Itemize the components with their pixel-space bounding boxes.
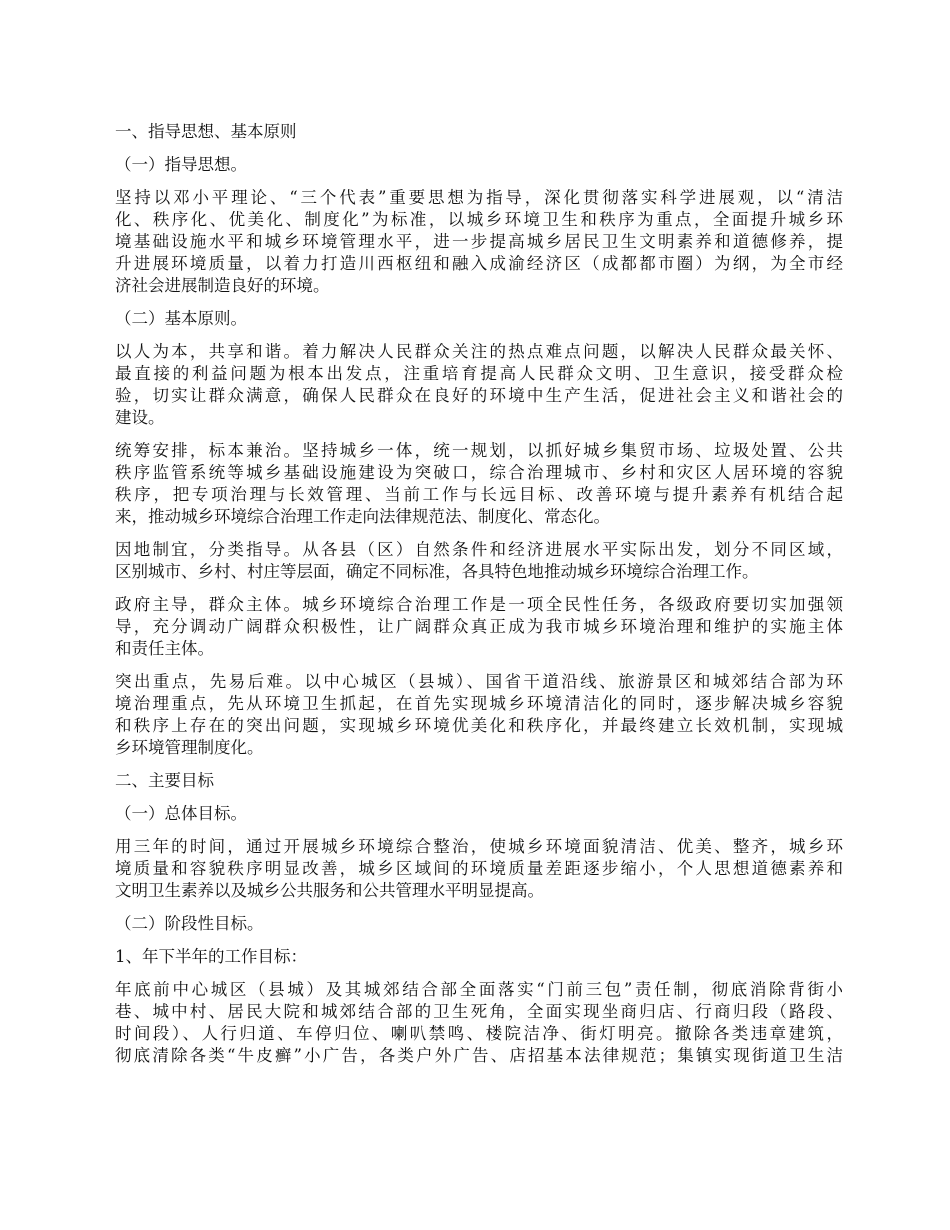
text-line: 境治理重点，先从环境卫生抓起，在首先实现城乡环境清洁化的同时，逐步解决城乡容貌 — [115, 694, 843, 713]
text-line: 济社会进展制造良好的环境。 — [115, 276, 330, 295]
text-line: 境质量和容貌秩序明显改善，城乡区域间的环境质量差距逐步缩小，个人思想道德素养和 — [115, 859, 843, 878]
paragraph — [115, 803, 843, 825]
text-line: 区别城市、乡村、村庄等层面，确定不同标准，各具特色地推动城乡环境综合治理工作。 — [115, 562, 759, 581]
text-line: 和秩序上存在的突出问题，实现城乡环境优美化和秩序化，并最终建立长效机制，实现城 — [115, 716, 843, 735]
text-line: 乡环境管理制度化。 — [115, 738, 264, 757]
text-line: （二）阶段性目标。 — [115, 914, 264, 933]
text-line: 统筹安排，标本兼治。坚持城乡一体，统一规划，以抓好城乡集贸市场、垃圾处置、公共 — [115, 441, 843, 460]
text-line: 建设。 — [115, 408, 165, 427]
text-line: 1、年下半年的工作目标： — [115, 947, 307, 966]
text-line: 突出重点，先易后难。以中心城区（县城）、国省干道沿线、旅游景区和城郊结合部为环 — [115, 672, 843, 691]
paragraph — [115, 341, 843, 429]
text-line: 政府主导，群众主体。城乡环境综合治理工作是一项全民性任务，各级政府要切实加强领 — [115, 595, 843, 614]
paragraph — [115, 154, 843, 176]
text-line: 二、主要目标 — [115, 771, 214, 790]
paragraph — [115, 671, 843, 759]
paragraph — [115, 121, 843, 143]
paragraph — [115, 946, 843, 968]
paragraph — [115, 440, 843, 528]
paragraph — [115, 770, 843, 792]
text-line: 一、指导思想、基本原则 — [115, 122, 297, 141]
text-line: 最直接的利益问题为根本出发点，注重培育提高人民群众文明、卫生意识，接受群众检 — [115, 364, 843, 383]
text-line: 巷、城中村、居民大院和城郊结合部的卫生死角，全面实现坐商归店、行商归段（路段、 — [115, 1002, 843, 1021]
text-line: 秩序监管系统等城乡基础设施建设为突破口，综合治理城市、乡村和灾区人居环境的容貌 — [115, 463, 843, 482]
text-line: 时间段）、人行归道、车停归位、喇叭禁鸣、楼院洁净、街灯明亮。撤除各类违章建筑， — [115, 1024, 843, 1043]
text-line: 年底前中心城区（县城）及其城郊结合部全面落实“门前三包”责任制，彻底消除背街小 — [115, 980, 843, 999]
text-line: 以人为本，共享和谐。着力解决人民群众关注的热点难点问题，以解决人民群众最关怀、 — [115, 342, 843, 361]
text-line: 来，推动城乡环境综合治理工作走向法律规范法、制度化、常态化。 — [115, 507, 610, 526]
paragraph — [115, 308, 843, 330]
text-line: 彻底清除各类“牛皮癣”小广告，各类户外广告、店招基本法律规范；集镇实现街道卫生洁 — [115, 1046, 843, 1065]
text-line: 文明卫生素养以及城乡公共服务和公共管理水平明显提高。 — [115, 881, 544, 900]
text-line: 导，充分调动广阔群众积极性，让广阔群众真正成为我市城乡环境治理和维护的实施主体 — [115, 617, 843, 636]
paragraph — [115, 187, 843, 297]
text-line: 坚持以邓小平理论、“三个代表”重要思想为指导，深化贯彻落实科学进展观，以“清洁 — [115, 188, 843, 207]
paragraph — [115, 913, 843, 935]
paragraph — [115, 539, 843, 583]
text-line: 升进展环境质量，以着力打造川西枢纽和融入成渝经济区（成都都市圈）为纲，为全市经 — [115, 254, 843, 273]
text-line: 和责任主体。 — [115, 639, 214, 658]
text-line: （二）基本原则。 — [115, 309, 247, 328]
text-line: 秩序，把专项治理与长效管理、当前工作与长远目标、改善环境与提升素养有机结合起 — [115, 485, 843, 504]
text-line: 化、秩序化、优美化、制度化”为标准，以城乡环境卫生和秩序为重点，全面提升城乡环 — [115, 210, 843, 229]
paragraph — [115, 594, 843, 660]
text-line: 因地制宜，分类指导。从各县（区）自然条件和经济进展水平实际出发，划分不同区域， — [115, 540, 843, 559]
paragraph — [115, 979, 843, 1067]
text-line: （一）总体目标。 — [115, 804, 247, 823]
text-line: 用三年的时间，通过开展城乡环境综合整治，使城乡环境面貌清洁、优美、整齐，城乡环 — [115, 837, 843, 856]
text-line: （一）指导思想。 — [115, 155, 247, 174]
document-body — [115, 121, 843, 1078]
paragraph — [115, 836, 843, 902]
text-line: 境基础设施水平和城乡环境管理水平，进一步提高城乡居民卫生文明素养和道德修养，提 — [115, 232, 843, 251]
text-line: 验，切实让群众满意，确保人民群众在良好的环境中生产生活，促进社会主义和谐社会的 — [115, 386, 843, 405]
